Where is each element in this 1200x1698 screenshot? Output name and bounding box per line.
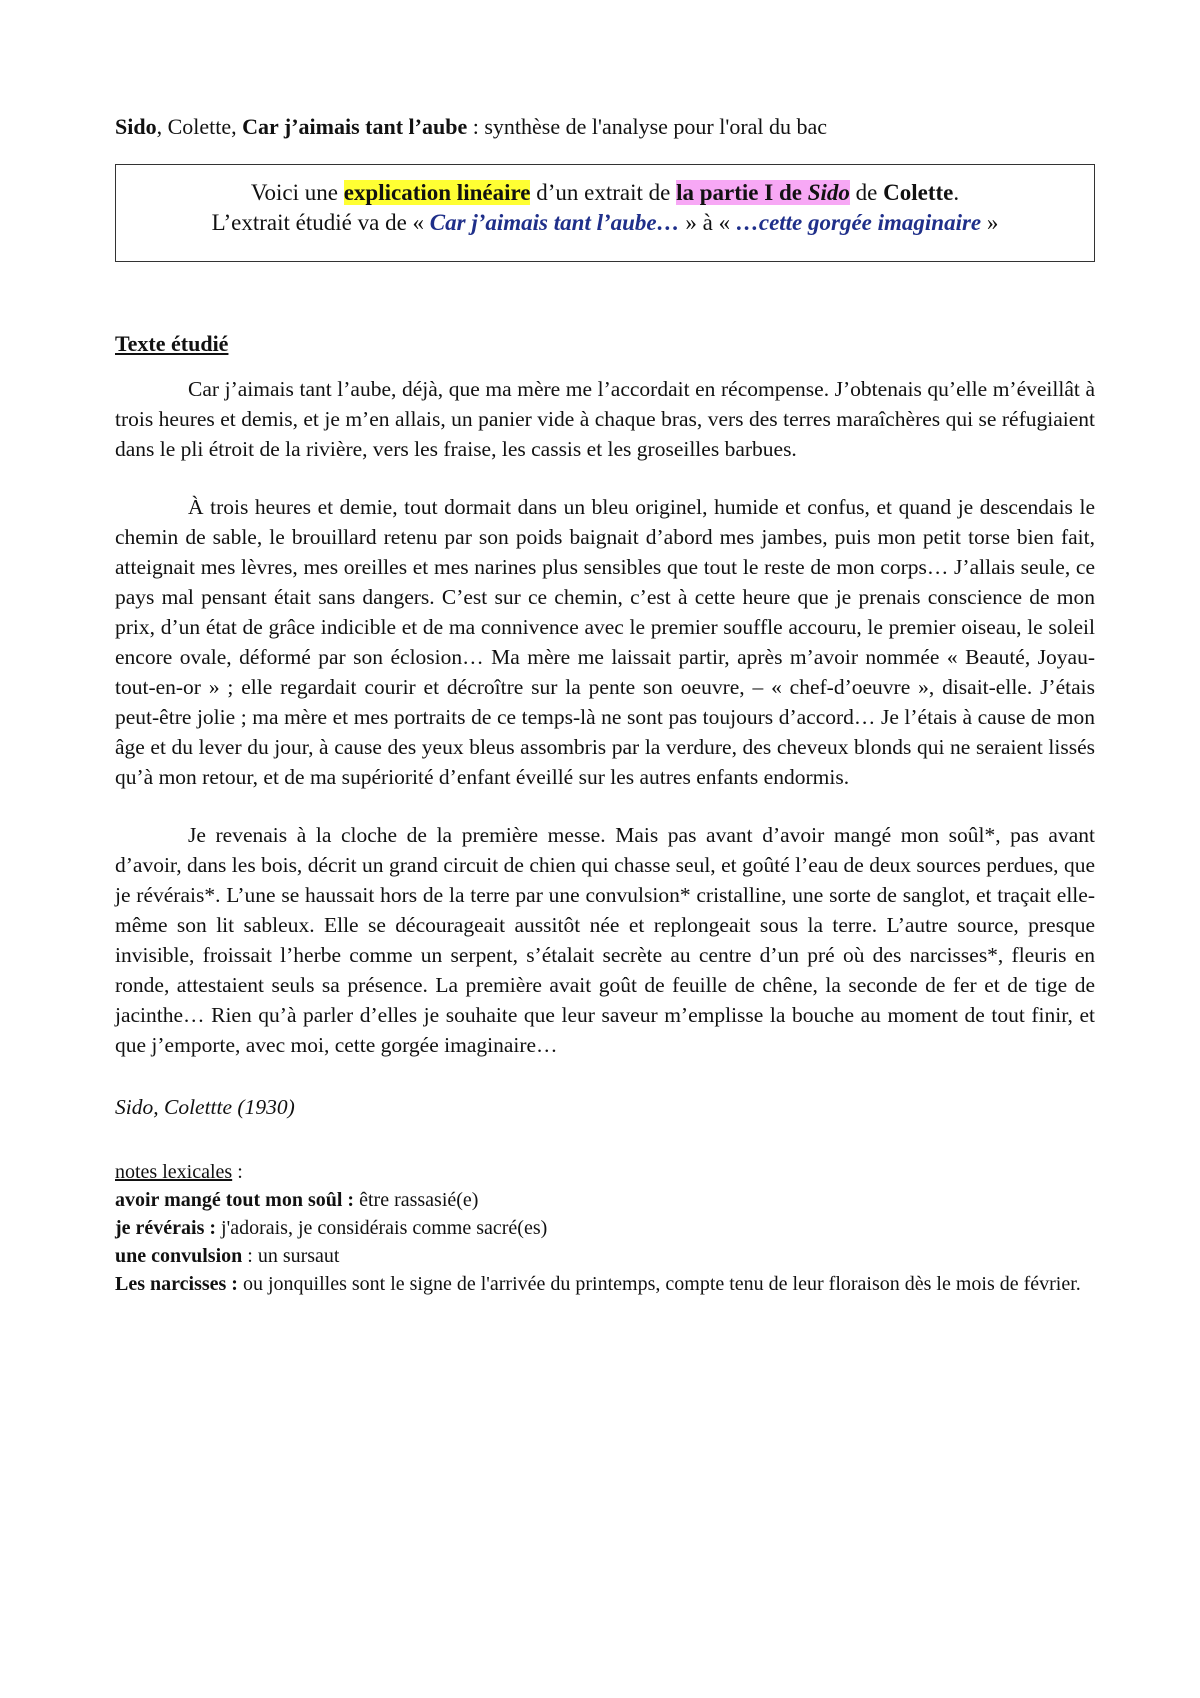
intro-text: Voici une bbox=[250, 180, 344, 205]
text-paragraph: À trois heures et demie, tout dormait dans un bleu originel, humide et confus, et quand je descendais le chemin de sable, le brouillard retenu par son poids baignait d’abord mes jambes, puis mon petit torse bien fait, atteignait mes lèvres, mes oreilles et mes narines plus sensibles que tout le reste de mon corps… J’allais seule, ce pays mal pensant était sans dangers. C’est sur ce chemin, c’est à cette heure que je prenais conscience de mon prix, d’un état de grâce indicible et de ma connivence avec le premier souffle accouru, le premier oiseau, le soleil encore ovale, déformé par son éclosion… Ma mère me laissait partir, après m’avoir nommée « Beauté, Joyau-tout-en-or » ; elle regardait courir et décroître sur la pente son oeuvre, – « chef-d’oeuvre », disait-elle. J’étais peut-être jolie ; ma mère et mes portraits de ce temps-là ne sont pas toujours d’accord… Je l’étais à cause de mon âge et du lever du jour, à cause des yeux bleus assombris par la verdure, des cheveux blonds qui ne seraient lissés qu’à mon retour, et de ma supériorité d’enfant éveillé sur les autres enfants endormis. bbox=[115, 495, 1095, 789]
intro-line-1 bbox=[116, 178, 1094, 208]
heading-title: Car j’aimais tant l’aube bbox=[242, 114, 468, 139]
note-term: avoir mangé tout mon soûl : bbox=[115, 1189, 355, 1211]
highlight-partie-text: la partie I de bbox=[676, 180, 808, 205]
highlight-explication: explication linéaire bbox=[343, 180, 531, 205]
document-page bbox=[115, 112, 1095, 1298]
quote-end: …cette gorgée imaginaire bbox=[735, 210, 982, 235]
source-citation: Sido, Colettte (1930) bbox=[115, 1095, 295, 1119]
intro-text: » bbox=[981, 210, 999, 235]
note-term: je révérais : bbox=[115, 1217, 217, 1239]
text-paragraph: Car j’aimais tant l’aube, déjà, que ma mère me l’accordait en récompense. J’obtenais qu’elle m’éveillât à trois heures et demis, et je m’en allais, un panier vide à chaque bras, vers des terres maraîchères qui se réfugiaient dans le pli étroit de la rivière, vers les fraise, les cassis et les groseilles barbues. bbox=[115, 377, 1095, 461]
note-definition: : un sursaut bbox=[242, 1245, 340, 1267]
note-term: Les narcisses : bbox=[115, 1273, 238, 1295]
quote-start: Car j’aimais tant l’aube… bbox=[429, 210, 680, 235]
heading-rest: : synthèse de l'analyse pour l'oral du bac bbox=[467, 114, 828, 139]
intro-text: de bbox=[849, 180, 884, 205]
text-paragraph: Je revenais à la cloche de la première messe. Mais pas avant d’avoir mangé mon soûl*, pas avant d’avoir, dans les bois, décrit un grand circuit de chien qui chasse seul, et goûté l’eau de deux sources perdues, que je révérais*. L’une se haussait hors de la terre par une convulsion* cristalline, une sorte de sanglot, et traçait elle-même son lit sableux. Elle se décourageait aussitôt née et replongeait sous la terre. L’autre source, presque invisible, froissait l’herbe comme un serpent, s’étalait secrète au centre d’un pré où des narcisses*, fleuris en ronde, attestaient seuls sa présence. La première avait goût de feuille de chêne, la seconde de fer et de tige de jacinthe… Rien qu’à parler d’elles je souhaite que leur saveur m’emplisse la bouche au moment de tout finir, et que j’emporte, avec moi, cette gorgée imaginaire… bbox=[115, 823, 1095, 1057]
highlight-partie bbox=[676, 180, 850, 205]
note-term: une convulsion bbox=[115, 1245, 243, 1267]
note-definition: ou jonquilles sont le signe de l'arrivée du printemps, compte tenu de leur floraison dès le mois de février. bbox=[237, 1273, 1081, 1295]
notes-title: notes lexicales bbox=[115, 1161, 233, 1183]
note-item bbox=[115, 1214, 1095, 1242]
document-heading bbox=[115, 112, 1095, 142]
intro-text: L’extrait étudié va de « bbox=[211, 210, 430, 235]
lexical-notes bbox=[115, 1158, 1095, 1298]
note-item bbox=[115, 1270, 1095, 1298]
note-item bbox=[115, 1242, 1095, 1270]
intro-text: d’un extrait de bbox=[530, 180, 677, 205]
heading-sido: Sido bbox=[115, 114, 157, 139]
intro-text: » à « bbox=[679, 210, 736, 235]
section-title: Texte étudié bbox=[115, 331, 229, 356]
notes-title-suffix: : bbox=[232, 1161, 243, 1183]
note-definition: j'adorais, je considérais comme sacré(es) bbox=[216, 1217, 548, 1239]
intro-box bbox=[115, 164, 1095, 262]
highlight-sido: Sido bbox=[807, 180, 850, 205]
intro-colette: Colette bbox=[883, 180, 954, 205]
note-definition: être rassasié(e) bbox=[354, 1189, 479, 1211]
notes-heading bbox=[115, 1158, 1095, 1186]
heading-author: , Colette, bbox=[156, 114, 243, 139]
intro-line-2 bbox=[116, 208, 1094, 238]
intro-text: . bbox=[953, 180, 960, 205]
note-item bbox=[115, 1186, 1095, 1214]
